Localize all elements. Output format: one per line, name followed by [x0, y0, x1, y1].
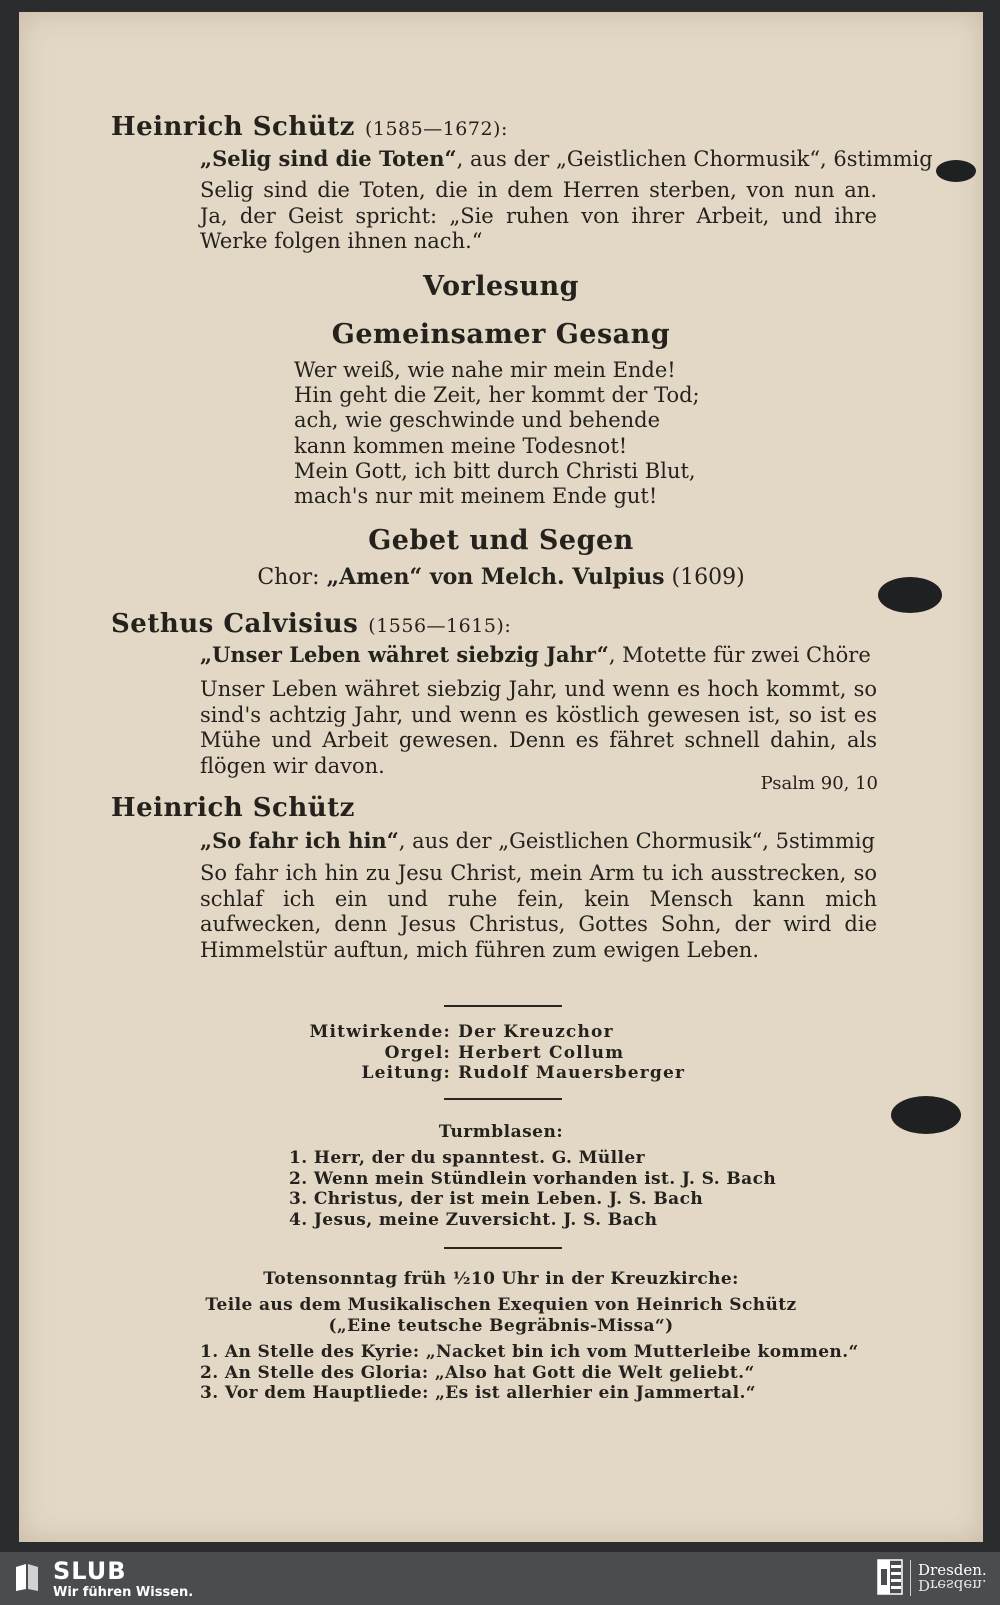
section-heading-hymn: Gemeinsamer Gesang: [331, 319, 671, 350]
choir-year: (1609): [664, 565, 745, 590]
composer-heading: [111, 609, 511, 639]
hymn-line: Mein Gott, ich bitt durch Christi Blut,: [294, 458, 696, 483]
work-name: „Unser Leben währet siebzig Jahr“: [200, 642, 609, 667]
credit-label: Mitwirkende:: [309, 1022, 451, 1042]
composer-heading: [111, 112, 508, 142]
hymn-line: kann kommen meine Todesnot!: [294, 433, 628, 458]
credit-row: [300, 1022, 685, 1043]
sunday-subtitle-2: („Eine teutsche Begräbnis-Missa“): [328, 1316, 674, 1336]
work-title: [200, 642, 871, 667]
work-name: „So fahr ich hin“: [200, 828, 399, 853]
credit-row: [300, 1043, 685, 1064]
list-item: 3. Christus, der ist mein Leben. J. S. Bach: [289, 1189, 704, 1209]
choir-work: „Amen“ von Melch. Vulpius: [326, 564, 665, 590]
book-logo-icon[interactable]: [14, 1562, 40, 1592]
divider: [444, 1247, 562, 1249]
hymn-line: mach's nur mit meinem Ende gut!: [294, 484, 658, 509]
footer-bar: [0, 1552, 1000, 1605]
list-item: 3. Vor dem Hauptliede: „Es ist allerhier ein Jammertal.“: [200, 1383, 756, 1403]
list-item: 1. An Stelle des Kyrie: „Nacket bin ich vom Mutterleibe kommen.“: [200, 1342, 859, 1362]
brand-slogan: Wir führen Wissen.: [53, 1585, 194, 1600]
credit-value: Der Kreuzchor: [458, 1022, 614, 1042]
program-content: [19, 12, 983, 1542]
credit-value: Herbert Collum: [458, 1042, 625, 1063]
divider: [444, 1098, 562, 1100]
footer-divider: [910, 1560, 911, 1596]
sunday-heading: Totensonntag früh ½10 Uhr in der Kreuzkirche:: [263, 1269, 739, 1289]
work-source: , aus der „Geistlichen Chormusik“, 6stimmig: [456, 147, 933, 171]
divider: [444, 1005, 562, 1007]
lyrics-paragraph: Unser Leben währet siebzig Jahr, und wenn es hoch kommt, so sind's achtzig Jahr, und wenn es köstlich gewesen ist, so ist es Mühe und Arbeit gewesen. Denn es fähret schnell dahin, als flögen wir davon.: [200, 677, 877, 778]
work-name: „Selig sind die Toten“: [200, 146, 457, 171]
list-item: 1. Herr, der du spanntest. G. Müller: [289, 1148, 645, 1168]
credit-row: [300, 1063, 685, 1084]
section-heading-prayer: Gebet und Segen: [368, 525, 634, 556]
composer-name: Heinrich Schütz: [111, 112, 355, 142]
choir-prefix: Chor:: [257, 565, 327, 590]
hymn-line: Wer weiß, wie nahe mir mein Ende!: [294, 358, 676, 382]
work-source: , aus der „Geistlichen Chormusik“, 5stimmig: [398, 829, 875, 853]
hymn-line: Hin geht die Zeit, her kommt der Tod;: [294, 383, 700, 408]
section-heading-reading: Vorlesung: [423, 271, 579, 302]
sunday-subtitle: Teile aus dem Musikalischen Exequien von Heinrich Schütz: [205, 1295, 797, 1315]
credits-block: [300, 1022, 685, 1084]
city-crest-icon: [877, 1559, 903, 1595]
hymn-verse: [294, 358, 700, 509]
composer-heading: [111, 793, 355, 823]
sunday-list: [200, 1342, 859, 1404]
program-page: [19, 12, 983, 1542]
choir-line: [19, 564, 983, 590]
lyrics-paragraph: So fahr ich hin zu Jesu Christ, mein Arm tu ich ausstrecken, so schlaf ich ein und ruhe fein, kein Mensch kann mich aufwecken, denn Jesus Christus, Gottes Sohn, der wird die Himmelstür auftun, mich führen zum ewigen Leben.: [200, 861, 877, 962]
tower-list: [289, 1148, 776, 1230]
lyrics-paragraph: Selig sind die Toten, die in dem Herren sterben, von nun an. Ja, der Geist spricht: „Sie ruhen von ihrer Arbeit, und ihre Werke folgen ihnen nach.“: [200, 178, 877, 253]
work-title: [200, 828, 875, 853]
list-item: 4. Jesus, meine Zuversicht. J. S. Bach: [289, 1209, 658, 1230]
brand-name[interactable]: SLUB: [53, 1557, 127, 1585]
work-source: , Motette für zwei Chöre: [608, 643, 871, 667]
composer-name: Sethus Calvisius: [111, 609, 359, 639]
credit-label: Leitung:: [361, 1063, 451, 1083]
composer-dates: (1585—1672):: [364, 118, 508, 140]
list-item: 2. Wenn mein Stündlein vorhanden ist. J. S. Bach: [289, 1168, 777, 1189]
composer-name: Heinrich Schütz: [111, 793, 355, 823]
work-title: [200, 146, 933, 171]
hymn-line: ach, wie geschwinde und behende: [294, 408, 661, 433]
composer-dates: (1556—1615):: [368, 615, 512, 637]
list-item: 2. An Stelle des Gloria: „Also hat Gott die Welt geliebt.“: [200, 1362, 755, 1383]
city-logo-mirror: Dresden.: [918, 1576, 987, 1594]
city-logo-text[interactable]: Dresden.: [918, 1561, 987, 1579]
credit-label: Orgel:: [384, 1042, 451, 1063]
tower-heading: Turmblasen:: [438, 1122, 564, 1142]
psalm-reference: Psalm 90, 10: [760, 773, 878, 794]
credit-value: Rudolf Mauersberger: [458, 1063, 686, 1083]
